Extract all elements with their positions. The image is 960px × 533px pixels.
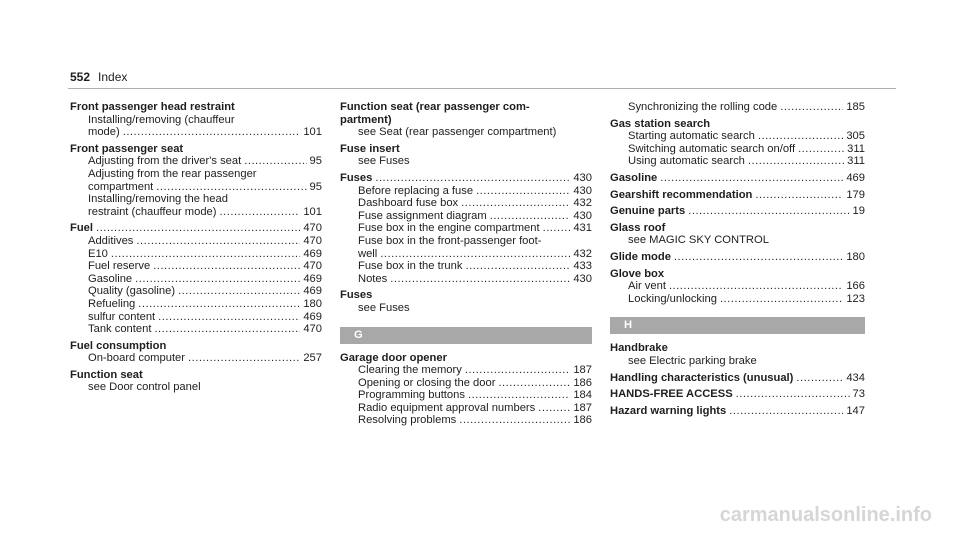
entry-subline: Quality (gasoline) ..... 469 <box>70 285 322 298</box>
index-entry <box>610 268 865 306</box>
page-ref: 469 <box>303 310 322 323</box>
page-header <box>70 70 127 84</box>
entry-heading: partment) <box>340 113 392 126</box>
entry-subline: see Seat (rear passenger compartment) <box>358 126 557 139</box>
entry-subline: Locking/unlocking ..... 123 <box>610 293 865 306</box>
page-ref: 430 <box>573 171 592 184</box>
entry-subline: see MAGIC SKY CONTROL <box>628 234 769 247</box>
entry-subline: Fuse box in the trunk ..... 433 <box>340 260 592 273</box>
entry-subline: Radio equipment approval numbers ..... 187 <box>340 402 592 415</box>
page-ref: 147 <box>846 404 865 417</box>
index-entry <box>610 388 865 401</box>
letter-section-h: H <box>610 317 865 334</box>
entry-subline: On-board computer ..... 257 <box>70 352 322 365</box>
entry-subline: Installing/removing (chauffeur <box>88 113 235 126</box>
entry-heading: Handling characteristics (unusual) ..... 434 <box>610 372 865 385</box>
index-entry <box>340 143 592 168</box>
index-entry <box>610 405 865 418</box>
entry-subline: Starting automatic search ..... 305 <box>610 130 865 143</box>
page-number: 552 <box>70 70 91 84</box>
entry-subline: Opening or closing the door ..... 186 <box>340 377 592 390</box>
page-ref: 101 <box>303 205 322 218</box>
page-ref: 101 <box>303 126 322 139</box>
section-title: Index <box>98 70 128 84</box>
page-ref: 469 <box>303 272 322 285</box>
page-ref: 180 <box>846 250 865 263</box>
entry-subline: Tank content ..... 470 <box>70 323 322 336</box>
entry-subline: Fuse box in the engine compartment ..... 431 <box>340 222 592 235</box>
entry-heading: Fuses ..... 430 <box>340 172 592 185</box>
entry-heading: Fuse insert <box>340 142 400 155</box>
index-entry <box>610 205 865 218</box>
index-entry <box>610 101 865 114</box>
page-ref: 311 <box>847 155 865 168</box>
entry-subline: well ..... 432 <box>340 248 592 261</box>
page-ref: 470 <box>303 234 322 247</box>
page-ref: 431 <box>573 222 592 235</box>
entry-heading: Function seat (rear passenger com- <box>340 101 530 113</box>
entry-subline: see Fuses <box>358 155 410 168</box>
page-ref: 470 <box>303 323 322 336</box>
entry-heading: Fuel ..... 470 <box>70 222 322 235</box>
index-entry <box>70 340 322 365</box>
entry-subline: see Electric parking brake <box>628 354 757 367</box>
page-ref: 430 <box>573 272 592 285</box>
entry-heading: Gearshift recommendation ..... 179 <box>610 189 865 202</box>
entry-subline: Gasoline ..... 469 <box>70 273 322 286</box>
index-entry <box>70 222 322 335</box>
entry-subline: Switching automatic search on/off ..... 311 <box>610 143 865 156</box>
index-entry <box>70 369 322 394</box>
page-ref: 123 <box>846 292 865 305</box>
page-ref: 180 <box>303 297 322 310</box>
page-ref: 185 <box>846 101 865 113</box>
page-ref: 305 <box>846 130 865 143</box>
entry-subline: Programming buttons ..... 184 <box>340 389 592 402</box>
index-entry <box>610 118 865 168</box>
page-ref: 186 <box>573 376 592 389</box>
entry-subline: Installing/removing the head <box>88 193 228 206</box>
entry-subline: see Fuses <box>358 301 410 314</box>
index-entry <box>340 101 592 139</box>
page-ref: 430 <box>573 184 592 197</box>
index-entry <box>610 189 865 202</box>
page-ref: 179 <box>846 188 865 201</box>
entry-heading: Glove box <box>610 267 665 280</box>
entry-subline: compartment ..... 95 <box>70 181 322 194</box>
watermark: carmanualsonline.info <box>719 504 932 526</box>
entry-heading: Hazard warning lights ..... 147 <box>610 405 865 418</box>
entry-subline: Fuse assignment diagram ..... 430 <box>340 210 592 223</box>
index-entry <box>610 222 865 247</box>
index-entry <box>340 289 592 314</box>
entry-subline: Additives ..... 470 <box>70 235 322 248</box>
page-ref: 470 <box>303 222 322 235</box>
page-ref: 95 <box>309 180 322 193</box>
entry-heading: Glass roof <box>610 221 666 234</box>
entry-subline: Dashboard fuse box ..... 432 <box>340 197 592 210</box>
page-ref: 470 <box>303 260 322 273</box>
entry-heading: HANDS-FREE ACCESS ..... 73 <box>610 388 865 401</box>
page-ref: 166 <box>846 280 865 293</box>
entry-subline: Using automatic search ..... 311 <box>610 155 865 168</box>
index-entry <box>70 101 322 139</box>
page-ref: 187 <box>573 401 592 414</box>
entry-heading: Fuses <box>340 289 373 302</box>
index-entry <box>610 251 865 264</box>
index-entry <box>610 172 865 185</box>
page-ref: 95 <box>309 155 322 168</box>
page-ref: 434 <box>846 371 865 384</box>
entry-subline: Synchronizing the rolling code ..... 185 <box>610 101 865 114</box>
index-entry <box>70 143 322 219</box>
index-column-3 <box>610 101 865 421</box>
index-entry <box>610 372 865 385</box>
page-ref: 433 <box>573 260 592 273</box>
entry-subline: Before replacing a fuse ..... 430 <box>340 185 592 198</box>
entry-heading: Glide mode ..... 180 <box>610 251 865 264</box>
entry-heading: Front passenger seat <box>70 142 184 155</box>
entry-subline: Resolving problems ..... 186 <box>340 414 592 427</box>
entry-subline: Refueling ..... 180 <box>70 298 322 311</box>
page-ref: 469 <box>303 247 322 260</box>
page-ref: 257 <box>303 352 322 365</box>
index-entry <box>340 172 592 285</box>
page-ref: 469 <box>846 171 865 184</box>
index-column-2 <box>340 101 592 431</box>
index-column-1 <box>70 101 322 398</box>
letter-section-g: G <box>340 327 592 344</box>
entry-heading: Function seat <box>70 368 143 381</box>
entry-subline: Clearing the memory ..... 187 <box>340 364 592 377</box>
page-ref: 432 <box>573 197 592 210</box>
entry-heading: Fuel consumption <box>70 339 167 352</box>
entry-heading: Gasoline ..... 469 <box>610 172 865 185</box>
page-ref: 430 <box>573 209 592 222</box>
entry-heading: Genuine parts ..... 19 <box>610 205 865 218</box>
header-rule <box>68 88 896 89</box>
page-ref: 432 <box>573 247 592 260</box>
entry-subline: Adjusting from the rear passenger <box>88 167 257 180</box>
entry-subline: Fuel reserve ..... 470 <box>70 260 322 273</box>
page-ref: 19 <box>852 205 865 218</box>
page-ref: 184 <box>573 389 592 402</box>
entry-subline: Adjusting from the driver's seat ..... 95 <box>70 155 322 168</box>
entry-heading: Garage door opener <box>340 351 447 364</box>
entry-subline: sulfur content ..... 469 <box>70 311 322 324</box>
entry-subline: Air vent ..... 166 <box>610 280 865 293</box>
page-ref: 311 <box>847 142 865 155</box>
index-entry <box>340 352 592 428</box>
entry-subline: Notes ..... 430 <box>340 273 592 286</box>
page-ref: 187 <box>573 364 592 377</box>
index-entry <box>610 342 865 367</box>
entry-heading: Front passenger head restraint <box>70 101 235 113</box>
entry-subline: restraint (chauffeur mode) ..... 101 <box>70 206 322 219</box>
entry-heading: Gas station search <box>610 117 711 130</box>
page-ref: 186 <box>573 414 592 427</box>
entry-subline: E10 ..... 469 <box>70 248 322 261</box>
page-ref: 469 <box>303 285 322 298</box>
entry-subline: mode) ..... 101 <box>70 126 322 139</box>
entry-subline: Fuse box in the front-passenger foot- <box>358 234 542 247</box>
page-ref: 73 <box>852 388 865 401</box>
entry-heading: Handbrake <box>610 342 668 355</box>
entry-subline: see Door control panel <box>88 381 201 394</box>
